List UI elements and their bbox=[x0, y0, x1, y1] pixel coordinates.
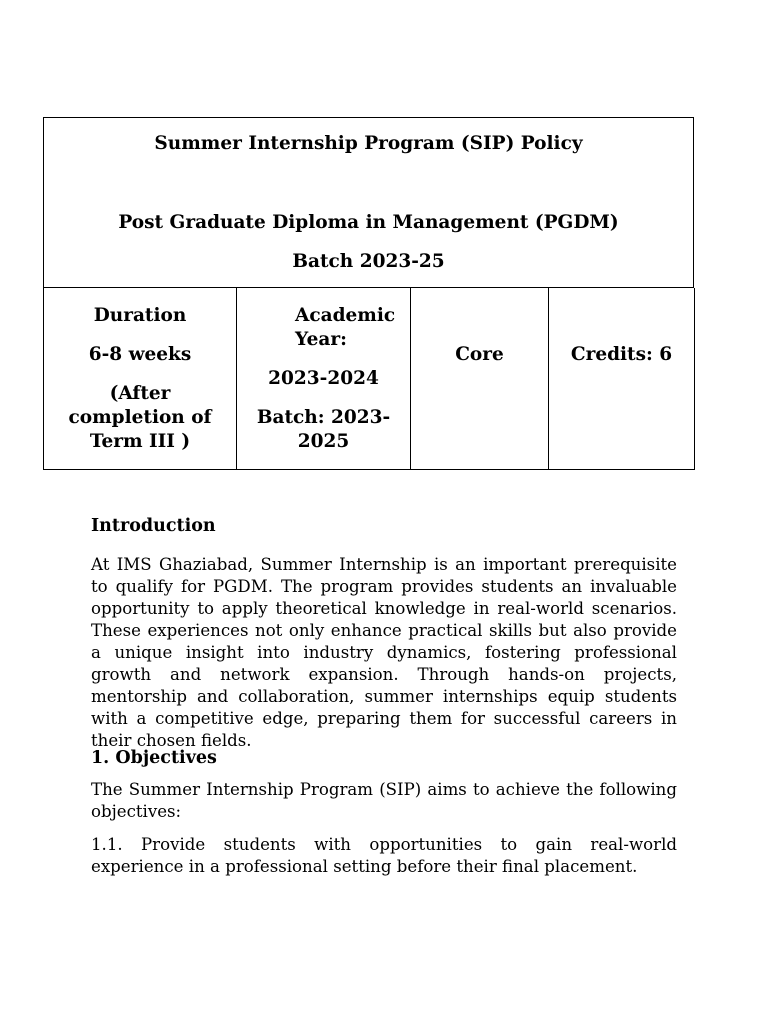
batch-line-1: Batch: 2023- bbox=[256, 407, 391, 428]
academic-year-label-2: Year: bbox=[295, 329, 347, 350]
academic-year-cell bbox=[237, 288, 411, 469]
course-type-cell bbox=[411, 288, 549, 469]
duration-label: Duration bbox=[93, 305, 187, 326]
duration-value: 6-8 weeks bbox=[88, 344, 192, 365]
batch-line-2: 2025 bbox=[297, 431, 350, 452]
objectives-intro: The Summer Internship Program (SIP) aims to achieve the following objectives: bbox=[91, 780, 677, 821]
objective-item-1: 1.1. Provide students with opportunities to gain real-world experience in a professional setting before their final placement. bbox=[91, 835, 677, 876]
duration-note-3: Term III ) bbox=[89, 431, 191, 452]
batch-title: Batch 2023-25 bbox=[292, 251, 445, 272]
introduction-paragraph: At IMS Ghaziabad, Summer Internship is an important prerequisite to qualify for PGDM. The program provides students an invaluable opportunity to apply theoretical knowledge in real-world scenarios. These experiences not only enhance practical skills but also provide a unique insight into industry dynamics, fostering professional growth and network expansion. Through hands-on projects, mentorship and collaboration, summer internships equip students with a competitive edge, preparing them for successful careers in their chosen fields. bbox=[91, 555, 677, 750]
academic-year-label-1: Academic bbox=[295, 305, 396, 326]
credits: Credits: 6 bbox=[570, 344, 673, 365]
program-name: Post Graduate Diploma in Management (PGDM) bbox=[118, 212, 619, 233]
credits-cell bbox=[549, 288, 694, 469]
course-info-table bbox=[43, 288, 695, 470]
introduction-heading: Introduction bbox=[91, 516, 216, 536]
policy-title: Summer Internship Program (SIP) Policy bbox=[154, 133, 583, 154]
header-box bbox=[43, 117, 694, 288]
duration-note-1: (After bbox=[109, 383, 171, 404]
course-type: Core bbox=[455, 344, 504, 365]
objectives-heading: 1. Objectives bbox=[91, 748, 217, 768]
duration-cell bbox=[44, 288, 237, 469]
duration-note-2: completion of bbox=[68, 407, 212, 428]
academic-year-value: 2023-2024 bbox=[268, 368, 379, 389]
